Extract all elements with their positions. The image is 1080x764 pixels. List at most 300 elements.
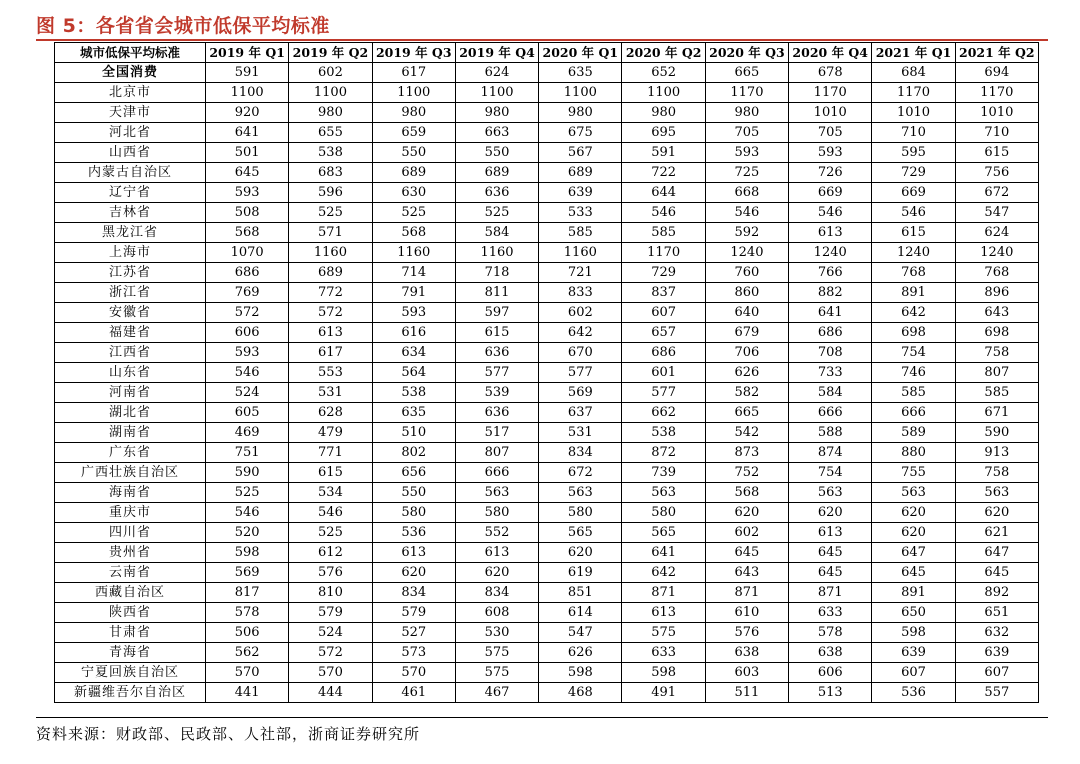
value-cell: 546 [206, 363, 289, 383]
value-cell: 636 [455, 183, 538, 203]
value-cell: 695 [622, 123, 705, 143]
header-row [55, 43, 1039, 63]
value-cell: 871 [789, 583, 872, 603]
value-cell: 637 [539, 403, 622, 423]
value-cell: 547 [955, 203, 1038, 223]
value-cell: 614 [539, 603, 622, 623]
header-col-7: 2020 年 Q3 [705, 43, 788, 63]
value-cell: 872 [622, 443, 705, 463]
value-cell: 834 [372, 583, 455, 603]
row-label: 上海市 [55, 243, 206, 263]
value-cell: 591 [206, 63, 289, 83]
value-cell: 613 [372, 543, 455, 563]
table-row [55, 183, 1039, 203]
value-cell: 603 [705, 663, 788, 683]
value-cell: 639 [539, 183, 622, 203]
value-cell: 641 [789, 303, 872, 323]
value-cell: 689 [455, 163, 538, 183]
value-cell: 531 [539, 423, 622, 443]
value-cell: 645 [206, 163, 289, 183]
value-cell: 572 [206, 303, 289, 323]
value-cell: 598 [206, 543, 289, 563]
value-cell: 675 [539, 123, 622, 143]
value-cell: 651 [955, 603, 1038, 623]
value-cell: 593 [206, 343, 289, 363]
value-cell: 1160 [455, 243, 538, 263]
value-cell: 598 [872, 623, 955, 643]
value-cell: 657 [622, 323, 705, 343]
value-cell: 569 [206, 563, 289, 583]
value-cell: 621 [955, 523, 1038, 543]
value-cell: 613 [789, 523, 872, 543]
value-cell: 620 [955, 503, 1038, 523]
value-cell: 837 [622, 283, 705, 303]
value-cell: 510 [372, 423, 455, 443]
value-cell: 525 [289, 203, 372, 223]
value-cell: 834 [539, 443, 622, 463]
value-cell: 613 [455, 543, 538, 563]
value-cell: 758 [955, 463, 1038, 483]
value-cell: 638 [705, 643, 788, 663]
value-cell: 563 [789, 483, 872, 503]
value-cell: 547 [539, 623, 622, 643]
value-cell: 536 [872, 683, 955, 703]
table-row [55, 603, 1039, 623]
value-cell: 568 [206, 223, 289, 243]
value-cell: 602 [539, 303, 622, 323]
value-cell: 689 [372, 163, 455, 183]
value-cell: 580 [539, 503, 622, 523]
value-cell: 643 [955, 303, 1038, 323]
value-cell: 624 [455, 63, 538, 83]
value-cell: 575 [455, 663, 538, 683]
value-cell: 722 [622, 163, 705, 183]
value-cell: 565 [539, 523, 622, 543]
value-cell: 585 [622, 223, 705, 243]
value-cell: 679 [705, 323, 788, 343]
table-row [55, 523, 1039, 543]
value-cell: 613 [289, 323, 372, 343]
value-cell: 575 [455, 643, 538, 663]
value-cell: 635 [372, 403, 455, 423]
value-cell: 718 [455, 263, 538, 283]
row-label: 云南省 [55, 563, 206, 583]
value-cell: 772 [289, 283, 372, 303]
value-cell: 584 [789, 383, 872, 403]
value-cell: 1010 [955, 103, 1038, 123]
table-row [55, 563, 1039, 583]
value-cell: 980 [705, 103, 788, 123]
header-col-4: 2019 年 Q4 [455, 43, 538, 63]
value-cell: 672 [955, 183, 1038, 203]
value-cell: 563 [872, 483, 955, 503]
value-cell: 589 [872, 423, 955, 443]
value-cell: 721 [539, 263, 622, 283]
source-divider [36, 717, 1048, 718]
value-cell: 642 [872, 303, 955, 323]
value-cell: 626 [705, 363, 788, 383]
value-cell: 579 [289, 603, 372, 623]
value-cell: 630 [372, 183, 455, 203]
value-cell: 706 [705, 343, 788, 363]
header-col-5: 2020 年 Q1 [539, 43, 622, 63]
value-cell: 645 [872, 563, 955, 583]
value-cell: 729 [622, 263, 705, 283]
table-row [55, 163, 1039, 183]
row-label: 天津市 [55, 103, 206, 123]
value-cell: 620 [872, 503, 955, 523]
row-label: 西藏自治区 [55, 583, 206, 603]
value-cell: 980 [622, 103, 705, 123]
value-cell: 725 [705, 163, 788, 183]
row-label: 广西壮族自治区 [55, 463, 206, 483]
value-cell: 633 [622, 643, 705, 663]
table-row [55, 663, 1039, 683]
table-row [55, 283, 1039, 303]
table-row [55, 123, 1039, 143]
value-cell: 584 [455, 223, 538, 243]
value-cell: 665 [705, 63, 788, 83]
value-cell: 710 [872, 123, 955, 143]
value-cell: 598 [622, 663, 705, 683]
value-cell: 569 [539, 383, 622, 403]
value-cell: 615 [955, 143, 1038, 163]
value-cell: 491 [622, 683, 705, 703]
value-cell: 550 [372, 483, 455, 503]
value-cell: 639 [872, 643, 955, 663]
value-cell: 564 [372, 363, 455, 383]
value-cell: 768 [955, 263, 1038, 283]
value-cell: 684 [872, 63, 955, 83]
value-cell: 632 [955, 623, 1038, 643]
value-cell: 896 [955, 283, 1038, 303]
value-cell: 479 [289, 423, 372, 443]
table-row [55, 683, 1039, 703]
value-cell: 607 [622, 303, 705, 323]
row-label: 四川省 [55, 523, 206, 543]
table-row [55, 243, 1039, 263]
table-row [55, 363, 1039, 383]
value-cell: 571 [289, 223, 372, 243]
value-cell: 615 [872, 223, 955, 243]
table-row [55, 403, 1039, 423]
value-cell: 920 [206, 103, 289, 123]
value-cell: 607 [872, 663, 955, 683]
value-cell: 601 [622, 363, 705, 383]
source-note: 资料来源：财政部、民政部、人社部，浙商证券研究所 [36, 725, 421, 743]
row-label: 山东省 [55, 363, 206, 383]
value-cell: 754 [872, 343, 955, 363]
value-cell: 617 [289, 343, 372, 363]
value-cell: 546 [705, 203, 788, 223]
value-cell: 565 [622, 523, 705, 543]
value-cell: 579 [372, 603, 455, 623]
value-cell: 980 [539, 103, 622, 123]
header-col-9: 2021 年 Q1 [872, 43, 955, 63]
value-cell: 1010 [872, 103, 955, 123]
value-cell: 698 [872, 323, 955, 343]
row-label: 湖南省 [55, 423, 206, 443]
value-cell: 593 [789, 143, 872, 163]
value-cell: 645 [789, 543, 872, 563]
value-cell: 769 [206, 283, 289, 303]
value-cell: 635 [539, 63, 622, 83]
value-cell: 1170 [705, 83, 788, 103]
value-cell: 585 [872, 383, 955, 403]
value-cell: 650 [872, 603, 955, 623]
value-cell: 705 [789, 123, 872, 143]
row-label: 甘肃省 [55, 623, 206, 643]
value-cell: 645 [955, 563, 1038, 583]
value-cell: 546 [622, 203, 705, 223]
value-cell: 546 [289, 503, 372, 523]
value-cell: 605 [206, 403, 289, 423]
value-cell: 542 [705, 423, 788, 443]
value-cell: 613 [622, 603, 705, 623]
header-col-10: 2021 年 Q2 [955, 43, 1038, 63]
value-cell: 628 [289, 403, 372, 423]
value-cell: 686 [622, 343, 705, 363]
value-cell: 550 [455, 143, 538, 163]
value-cell: 726 [789, 163, 872, 183]
value-cell: 612 [289, 543, 372, 563]
row-label: 北京市 [55, 83, 206, 103]
row-label: 辽宁省 [55, 183, 206, 203]
value-cell: 666 [789, 403, 872, 423]
header-col-2: 2019 年 Q2 [289, 43, 372, 63]
value-cell: 874 [789, 443, 872, 463]
value-cell: 686 [789, 323, 872, 343]
value-cell: 640 [705, 303, 788, 323]
value-cell: 525 [289, 523, 372, 543]
data-table [54, 42, 1039, 703]
value-cell: 525 [372, 203, 455, 223]
row-label: 湖北省 [55, 403, 206, 423]
value-cell: 620 [705, 503, 788, 523]
value-cell: 511 [705, 683, 788, 703]
value-cell: 501 [206, 143, 289, 163]
table-row [55, 463, 1039, 483]
header-row-label: 城市低保平均标准 [55, 43, 206, 63]
value-cell: 659 [372, 123, 455, 143]
value-cell: 508 [206, 203, 289, 223]
value-cell: 538 [372, 383, 455, 403]
value-cell: 585 [539, 223, 622, 243]
table-row [55, 223, 1039, 243]
row-label: 宁夏回族自治区 [55, 663, 206, 683]
value-cell: 615 [289, 463, 372, 483]
value-cell: 520 [206, 523, 289, 543]
header-col-6: 2020 年 Q2 [622, 43, 705, 63]
value-cell: 739 [622, 463, 705, 483]
value-cell: 539 [455, 383, 538, 403]
row-label: 全国消费 [55, 63, 206, 83]
value-cell: 598 [539, 663, 622, 683]
table-row [55, 323, 1039, 343]
value-cell: 752 [705, 463, 788, 483]
value-cell: 580 [372, 503, 455, 523]
value-cell: 531 [289, 383, 372, 403]
value-cell: 580 [455, 503, 538, 523]
value-cell: 469 [206, 423, 289, 443]
value-cell: 616 [372, 323, 455, 343]
table-row [55, 543, 1039, 563]
value-cell: 552 [455, 523, 538, 543]
header-col-3: 2019 年 Q3 [372, 43, 455, 63]
value-cell: 689 [539, 163, 622, 183]
value-cell: 573 [372, 643, 455, 663]
value-cell: 802 [372, 443, 455, 463]
value-cell: 536 [372, 523, 455, 543]
value-cell: 593 [372, 303, 455, 323]
value-cell: 980 [289, 103, 372, 123]
value-cell: 1160 [289, 243, 372, 263]
row-label: 吉林省 [55, 203, 206, 223]
value-cell: 517 [455, 423, 538, 443]
value-cell: 606 [789, 663, 872, 683]
value-cell: 913 [955, 443, 1038, 463]
value-cell: 1100 [206, 83, 289, 103]
value-cell: 714 [372, 263, 455, 283]
value-cell: 642 [622, 563, 705, 583]
row-label: 安徽省 [55, 303, 206, 323]
value-cell: 1240 [789, 243, 872, 263]
value-cell: 647 [872, 543, 955, 563]
row-label: 江西省 [55, 343, 206, 363]
value-cell: 597 [455, 303, 538, 323]
value-cell: 671 [955, 403, 1038, 423]
value-cell: 624 [955, 223, 1038, 243]
value-cell: 441 [206, 683, 289, 703]
value-cell: 641 [206, 123, 289, 143]
value-cell: 572 [289, 303, 372, 323]
value-cell: 577 [539, 363, 622, 383]
value-cell: 636 [455, 343, 538, 363]
value-cell: 791 [372, 283, 455, 303]
value-cell: 891 [872, 583, 955, 603]
value-cell: 1100 [372, 83, 455, 103]
value-cell: 1070 [206, 243, 289, 263]
value-cell: 652 [622, 63, 705, 83]
table-row [55, 483, 1039, 503]
value-cell: 807 [455, 443, 538, 463]
value-cell: 576 [289, 563, 372, 583]
value-cell: 668 [705, 183, 788, 203]
value-cell: 588 [789, 423, 872, 443]
table-row [55, 203, 1039, 223]
title-divider [36, 39, 1048, 41]
value-cell: 527 [372, 623, 455, 643]
value-cell: 557 [955, 683, 1038, 703]
value-cell: 708 [789, 343, 872, 363]
value-cell: 619 [539, 563, 622, 583]
value-cell: 665 [705, 403, 788, 423]
value-cell: 666 [872, 403, 955, 423]
value-cell: 1240 [872, 243, 955, 263]
value-cell: 760 [705, 263, 788, 283]
table-row [55, 63, 1039, 83]
value-cell: 506 [206, 623, 289, 643]
table-row [55, 443, 1039, 463]
value-cell: 880 [872, 443, 955, 463]
value-cell: 634 [372, 343, 455, 363]
value-cell: 1100 [289, 83, 372, 103]
value-cell: 546 [206, 503, 289, 523]
value-cell: 851 [539, 583, 622, 603]
value-cell: 615 [455, 323, 538, 343]
table-row [55, 303, 1039, 323]
table-row [55, 583, 1039, 603]
figure-title: 图 5：各省省会城市低保平均标准 [36, 15, 330, 37]
value-cell: 746 [872, 363, 955, 383]
row-label: 河北省 [55, 123, 206, 143]
value-cell: 1100 [455, 83, 538, 103]
value-cell: 568 [705, 483, 788, 503]
table-row [55, 343, 1039, 363]
value-cell: 591 [622, 143, 705, 163]
value-cell: 810 [289, 583, 372, 603]
value-cell: 638 [789, 643, 872, 663]
value-cell: 546 [872, 203, 955, 223]
value-cell: 570 [206, 663, 289, 683]
header-col-8: 2020 年 Q4 [789, 43, 872, 63]
value-cell: 1240 [955, 243, 1038, 263]
row-label: 内蒙古自治区 [55, 163, 206, 183]
value-cell: 613 [789, 223, 872, 243]
value-cell: 563 [622, 483, 705, 503]
value-cell: 1100 [539, 83, 622, 103]
value-cell: 643 [705, 563, 788, 583]
value-cell: 513 [789, 683, 872, 703]
value-cell: 710 [955, 123, 1038, 143]
value-cell: 1160 [372, 243, 455, 263]
value-cell: 669 [789, 183, 872, 203]
row-label: 河南省 [55, 383, 206, 403]
value-cell: 525 [455, 203, 538, 223]
value-cell: 580 [622, 503, 705, 523]
value-cell: 620 [455, 563, 538, 583]
row-label: 广东省 [55, 443, 206, 463]
value-cell: 461 [372, 683, 455, 703]
value-cell: 645 [705, 543, 788, 563]
value-cell: 980 [455, 103, 538, 123]
value-cell: 669 [872, 183, 955, 203]
value-cell: 892 [955, 583, 1038, 603]
value-cell: 582 [705, 383, 788, 403]
value-cell: 733 [789, 363, 872, 383]
value-cell: 530 [455, 623, 538, 643]
value-cell: 662 [622, 403, 705, 423]
value-cell: 534 [289, 483, 372, 503]
value-cell: 636 [455, 403, 538, 423]
table-body [55, 63, 1039, 703]
table-row [55, 503, 1039, 523]
table-row [55, 263, 1039, 283]
value-cell: 672 [539, 463, 622, 483]
value-cell: 834 [455, 583, 538, 603]
row-label: 贵州省 [55, 543, 206, 563]
value-cell: 575 [622, 623, 705, 643]
value-cell: 1170 [872, 83, 955, 103]
value-cell: 524 [206, 383, 289, 403]
value-cell: 596 [289, 183, 372, 203]
value-cell: 590 [955, 423, 1038, 443]
value-cell: 620 [539, 543, 622, 563]
value-cell: 617 [372, 63, 455, 83]
value-cell: 891 [872, 283, 955, 303]
row-label: 海南省 [55, 483, 206, 503]
value-cell: 811 [455, 283, 538, 303]
